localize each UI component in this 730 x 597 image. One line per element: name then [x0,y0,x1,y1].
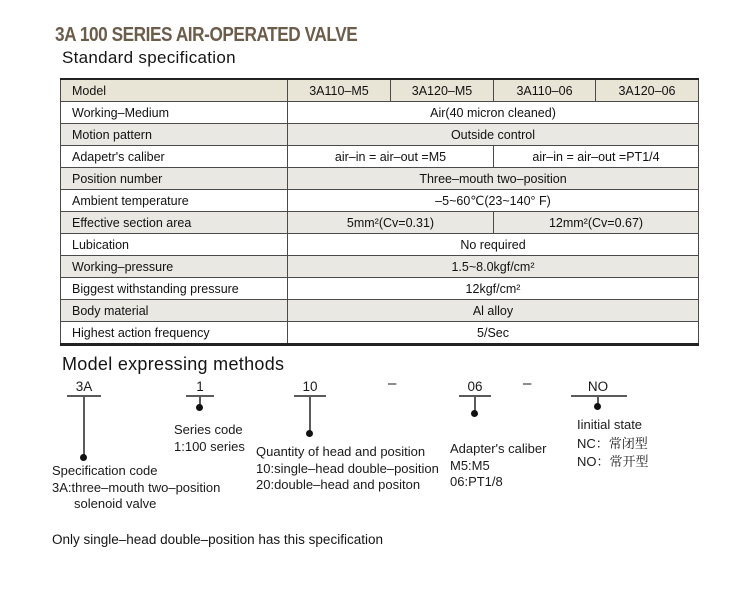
connector-line [309,395,311,433]
row-label: Model [61,79,288,102]
series-code-description [174,422,245,455]
row-value: Three–mouth two–position [288,168,699,190]
model-code-10: 10 [302,379,318,394]
table-row [61,278,699,300]
desc-line: Quantity of head and position [256,444,426,459]
footnote: Only single–head double–position has this specification [52,532,383,547]
row-value: Air(40 micron cleaned) [288,102,699,124]
row-label: Adapetr's caliber [61,146,288,168]
table-row [61,124,699,146]
desc-line: solenoid valve [74,496,157,511]
row-label: Position number [61,168,288,190]
row-value: 5mm²(Cv=0.31) [288,212,494,234]
row-value: air–in = air–out =M5 [288,146,494,168]
connector-dot [306,430,313,437]
table-row [61,168,699,190]
desc-line: 10:single–head double–position [256,460,439,476]
row-label: Working–pressure [61,256,288,278]
row-value: 3A120–06 [596,79,699,102]
connector-line [571,395,627,397]
initial-state-description [577,416,649,472]
table-row [61,102,699,124]
desc-line: Adapter's caliber [450,441,547,456]
row-label: Biggest withstanding pressure [61,278,288,300]
row-label: Highest action frequency [61,322,288,345]
desc-line: NO：常开型 [577,454,649,469]
model-expressing-heading: Model expressing methods [62,354,285,374]
row-label: Motion pattern [61,124,288,146]
connector-line [83,395,85,457]
model-code-1: 1 [196,379,204,394]
desc-line: 20:double–head and positon [256,477,421,492]
standard-specification-heading: Standard specification [62,48,236,67]
desc-line: NC：常闭型 [577,435,648,451]
desc-line: Series code [174,422,243,437]
row-value: 1.5~8.0kgf/cm² [288,256,699,278]
row-label: Ambient temperature [61,190,288,212]
page-title: 3A 100 SERIES AIR-OPERATED VALVE [55,24,358,46]
desc-line: Specification code [52,463,158,478]
table-row [61,322,699,345]
code-separator-dash: – [388,375,397,392]
desc-line: 3A:three–mouth two–position [52,479,221,495]
row-value: 12mm²(Cv=0.67) [494,212,699,234]
model-code-no: NO [587,379,609,394]
table-row [61,212,699,234]
code-separator-dash: – [523,375,532,392]
row-value: 3A120–M5 [391,79,494,102]
row-value: –5~60℃(23~140° F) [288,190,699,212]
row-value: Outside control [288,124,699,146]
row-value: air–in = air–out =PT1/4 [494,146,699,168]
table-row [61,300,699,322]
desc-line: Iinitial state [577,417,643,432]
spec-code-description [52,463,220,513]
desc-line: 1:100 series [174,438,245,454]
table-row [61,256,699,278]
table-row [61,234,699,256]
model-code-06: 06 [467,379,483,394]
spec-table [60,78,699,346]
desc-line: 06:PT1/8 [450,474,503,489]
row-label: Body material [61,300,288,322]
connector-dot [594,403,601,410]
head-position-description [256,444,439,494]
row-value: Al alloy [288,300,699,322]
row-value: 12kgf/cm² [288,278,699,300]
desc-line: M5:M5 [450,457,490,473]
connector-dot [196,404,203,411]
connector-dot [471,410,478,417]
row-label: Lubication [61,234,288,256]
table-row [61,79,699,102]
row-label: Effective section area [61,212,288,234]
table-row [61,146,699,168]
row-value: 3A110–06 [494,79,596,102]
row-label: Working–Medium [61,102,288,124]
row-value: 3A110–M5 [288,79,391,102]
connector-dot [80,454,87,461]
adapter-caliber-description [450,441,546,491]
row-value: 5/Sec [288,322,699,345]
spec-table-body [61,79,699,345]
model-code-3a: 3A [75,379,93,394]
table-row [61,190,699,212]
row-value: No required [288,234,699,256]
